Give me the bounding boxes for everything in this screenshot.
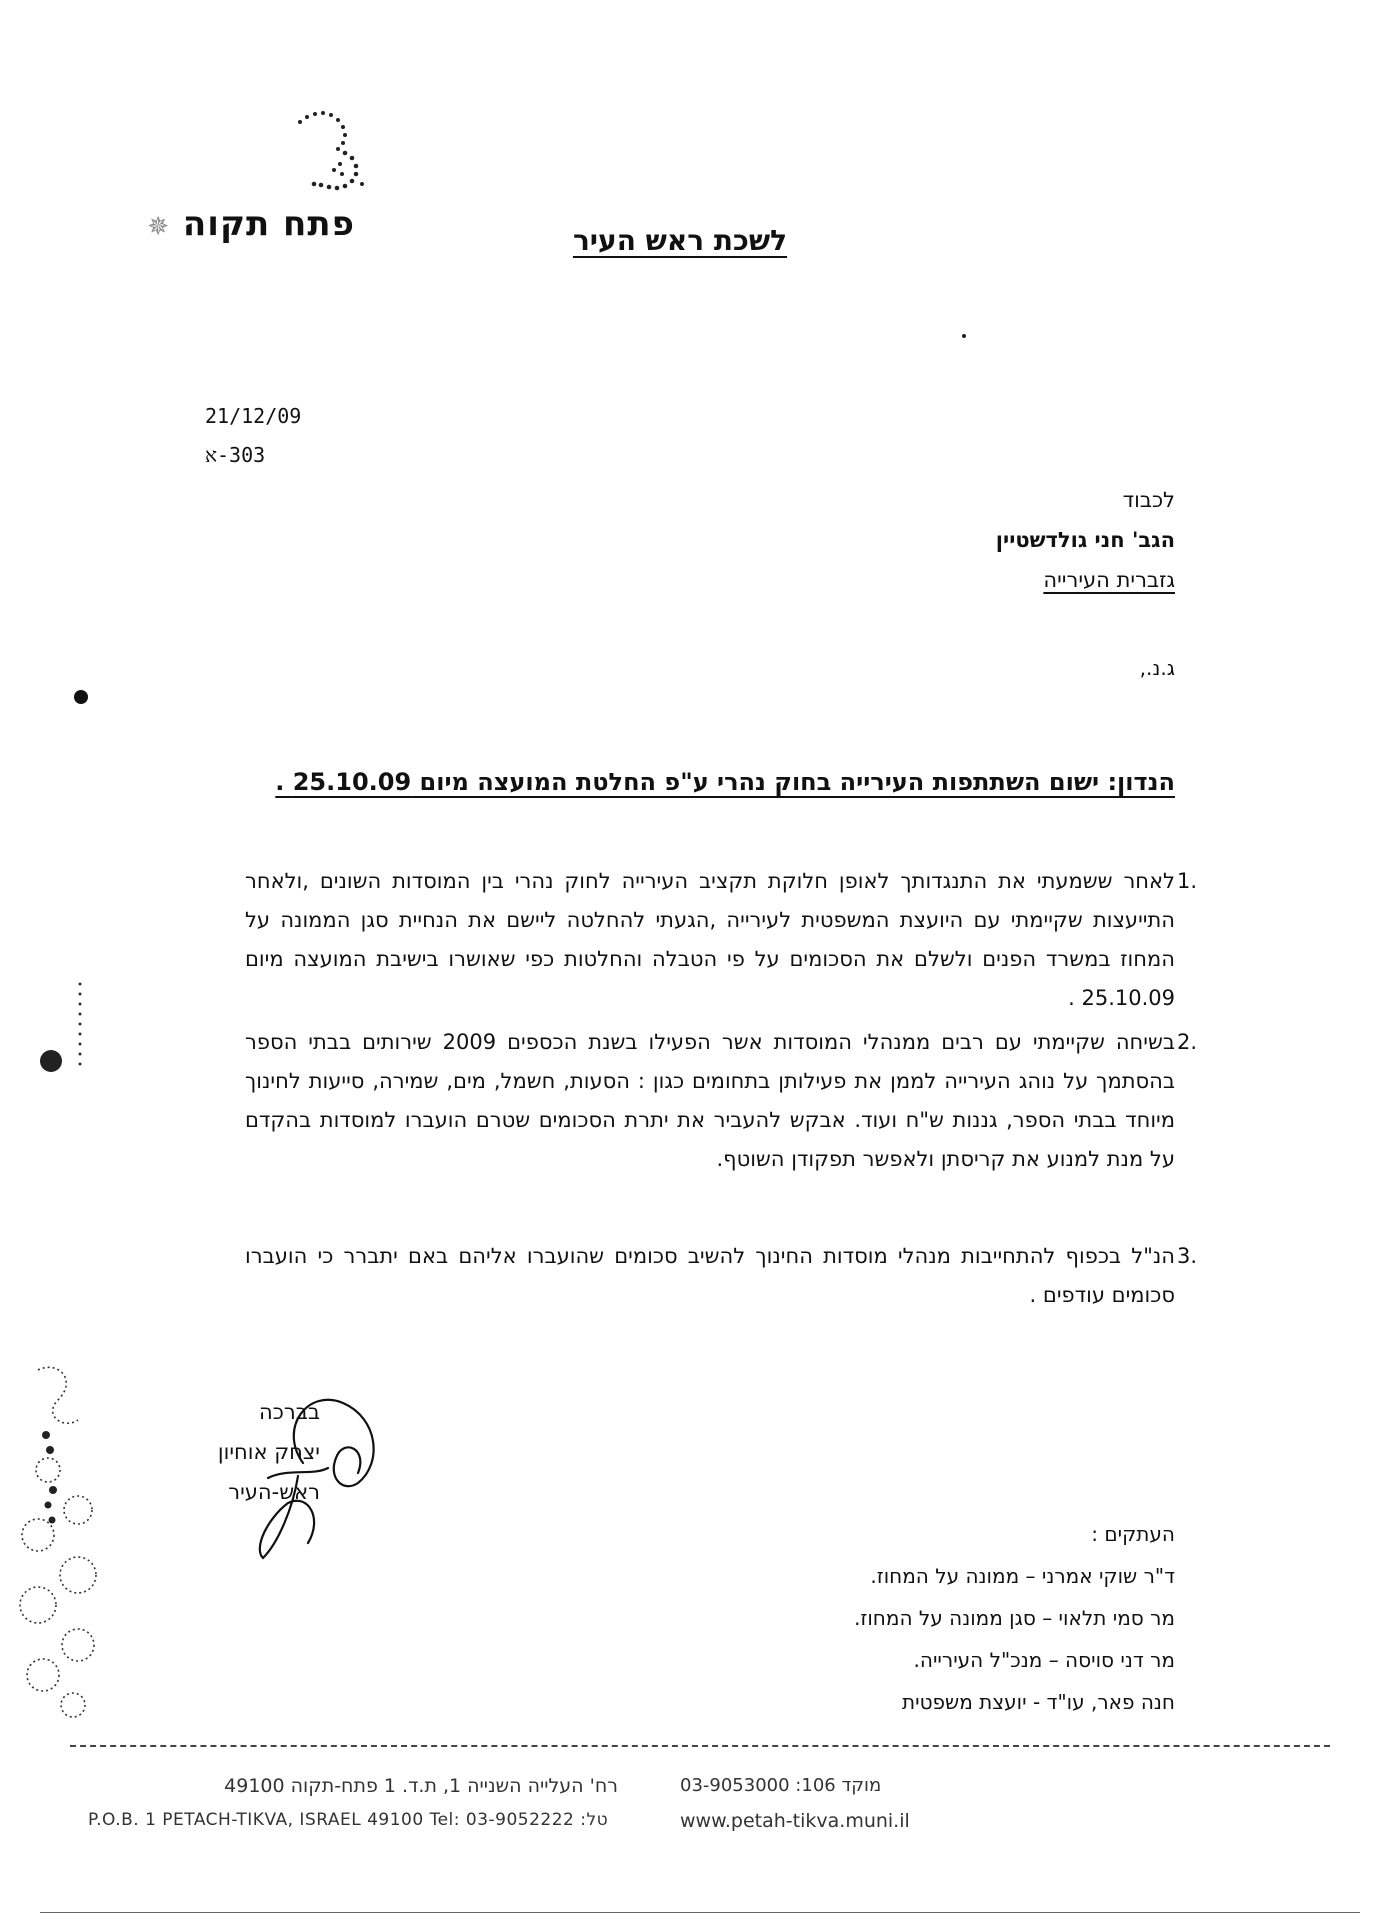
addressee-role: גזברית העירייה: [1043, 568, 1175, 592]
speck: [962, 334, 966, 338]
footer-divider: [70, 1745, 1330, 1747]
signature-closing: בברכה: [259, 1400, 320, 1424]
paragraph-number: .3: [1176, 1244, 1197, 1268]
office-title: לשכת ראש העיר: [572, 224, 788, 257]
copies-item: ד"ר שוקי אמרני – ממונה על המחוז.: [870, 1564, 1175, 1588]
copies-item: מר דני סויסה – מנכ"ל העירייה.: [913, 1648, 1175, 1672]
city-emblem-icon: ✵: [147, 212, 171, 242]
margin-dots: [75, 980, 85, 1070]
copies-item: חנה פאר, עו"ד - יועצת משפטית: [901, 1690, 1175, 1714]
addressee-salutation: לכבוד: [1122, 488, 1175, 512]
paragraph-number: .2: [1176, 1030, 1197, 1054]
paragraph-text: לאחר ששמעתי את התנגדותך לאופן חלוקת תקציב העירייה לחוק נהרי בין המוסדות השונים ,ולאחר התייעצות שקיימתי עם היועצת המשפטית לעירייה ,הגעתי להחלטה ליישם את הנחיית סגן הממונה על המחוז במשרד הפנים ולשלם את הסכומים על פי הטבלה והחלטות כפי שאושרו בישיבת המועצה מיום 25.10.09 .: [245, 869, 1175, 1010]
paragraph-text: בשיחה שקיימתי עם רבים ממנהלי המוסדות אשר הפעילו בשנת הכספים 2009 שירותים בבתי הספר בהסתמך על נוהג העירייה לממן את פעילותן בתחומים כגון : הסעות, חשמל, מים, שמירה, סייעות לחינוך מיוחד בבתי הספר, גננות ש"ח ועוד. אבקש להעביר את יתרת הסכומים שטרם הועברו למוסדות בהקדם על מנת למנוע את קריסתן ולאפשר תפקודן השוטף.: [245, 1030, 1175, 1171]
letter-date: 21/12/09: [205, 404, 302, 428]
signature-title: ראש-העיר: [228, 1480, 320, 1504]
letter-reference: 303-א: [205, 443, 266, 467]
city-logo-icon: [290, 108, 380, 208]
footer-address-hebrew: רח' העלייה השנייה 1, ת.ד. 1 פתח-תקוה 49100: [224, 1775, 618, 1797]
footer-phone: מוקד 106: 03-9053000: [680, 1775, 882, 1796]
paragraph-text: הנ"ל בכפוף להתחייבות מנהלי מוסדות החינוך להשיב סכומים שהועברו אליהם באם יתברר כי הועברו סכומים עודפים .: [245, 1244, 1175, 1307]
copies-title: העתקים :: [1091, 1522, 1175, 1546]
footer-address-english: P.O.B. 1 PETACH-TIKVA, ISRAEL 49100 Tel: 03-9052222 :טל: [88, 1810, 609, 1830]
footer-website[interactable]: www.petah-tikva.muni.il: [680, 1810, 910, 1832]
decorative-pattern-icon: [8, 1360, 108, 1720]
margin-blot: [40, 1050, 62, 1072]
paragraph: [245, 1237, 1197, 1315]
greeting: ג.נ.,: [1139, 656, 1175, 680]
margin-dot: [74, 690, 88, 704]
city-name: פתח תקוה ✵: [147, 204, 355, 244]
paragraph: [245, 862, 1197, 1018]
bottom-rule: [40, 1912, 1360, 1913]
subject-line: הנדון: ישום השתתפות העירייה בחוק נהרי ע"פ החלטת המועצה מיום 25.10.09 .: [275, 768, 1175, 796]
addressee-name: הגב' חני גולדשטיין: [995, 528, 1175, 552]
handwritten-signature-icon: [208, 1368, 388, 1568]
paragraph-number: .1: [1176, 869, 1197, 893]
signature-name: יצחק אוחיון: [217, 1440, 320, 1464]
paragraph: [245, 1023, 1197, 1179]
copies-item: מר סמי תלאוי – סגן ממונה על המחוז.: [854, 1606, 1175, 1630]
